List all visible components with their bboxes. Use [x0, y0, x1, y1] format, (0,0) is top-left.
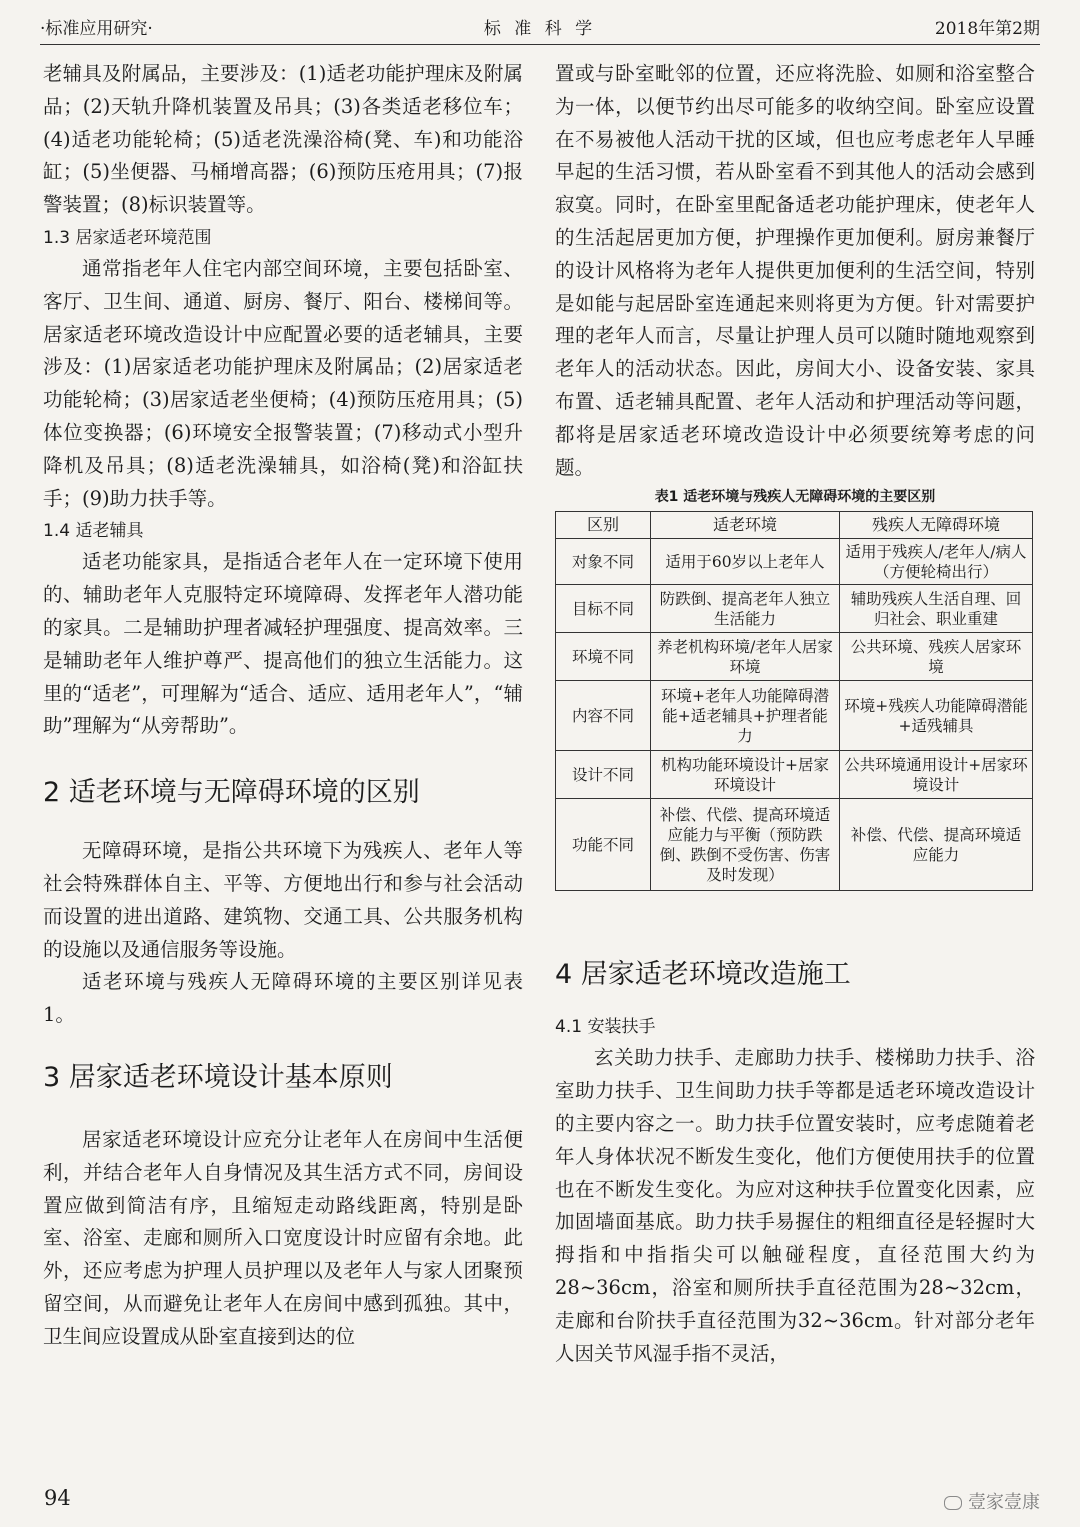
table-caption: 表1 适老环境与残疾人无障碍环境的主要区别 [654, 489, 936, 506]
table-cell: 内容不同 [556, 681, 651, 751]
paragraph: 通常指老年人住宅内部空间环境，主要包括卧室、客厅、卫生间、通道、厨房、餐厅、阳台、楼梯间等。居家适老环境改造设计中应配置必要的适老辅具，主要涉及：(1)居家适老功能护理床及附属品；(2)居家适老功能轮椅；(3)居家适老坐便椅；(4)预防压疮用具；(5)体位变换器；(6)环境安全报警装置；(7)移动式小型升降机及吊具；(8)适老洗澡辅具，如浴椅(凳)和浴缸扶手；(9)助力扶手等。 [43, 256, 523, 510]
table-cell: 环境+老年人功能障碍潜能+适老辅具+护理者能力 [651, 681, 840, 751]
table-row [556, 585, 1033, 633]
column-header: 适老环境 [651, 512, 840, 539]
paragraph: 居家适老环境设计应充分让老年人在房间中生活便利，并结合老年人自身情况及其生活方式不同，房间设置应做到简洁有序，且缩短走动路线距离，特别是卧室、浴室、走廊和厕所入口宽度设计时应留有余地。此外，还应考虑为护理人员护理以及老年人与家人团聚预留空间，从而避免让老年人在房间中感到孤独。其中，卫生间应设置成从卧室直接到达的位 [43, 1127, 523, 1348]
table-cell: 公共环境通用设计+居家环境设计 [840, 751, 1033, 799]
table-row [556, 633, 1033, 681]
right-column [555, 58, 1035, 1370]
table-cell: 设计不同 [556, 751, 651, 799]
heading-section-2: 2 适老环境与无障碍环境的区别 [43, 777, 420, 809]
table-cell: 功能不同 [556, 799, 651, 891]
table-cell: 防跌倒、提高老年人独立生活能力 [651, 585, 840, 633]
table-row [556, 751, 1033, 799]
heading-section-3: 3 居家适老环境设计基本原则 [43, 1061, 393, 1093]
table-cell: 适用于残疾人/老年人/病人（方便轮椅出行） [840, 539, 1033, 585]
heading-1-3: 1.3 居家适老环境范围 [43, 227, 212, 248]
table-cell: 机构功能环境设计+居家环境设计 [651, 751, 840, 799]
table-cell: 公共环境、残疾人居家环境 [840, 633, 1033, 681]
table-cell: 补偿、代偿、提高环境适应能力与平衡（预防跌倒、跌倒不受伤害、伤害及时发现） [651, 799, 840, 891]
header-journal: 标 准 科 学 [483, 19, 597, 39]
table-header-row [556, 512, 1033, 539]
table-row [556, 681, 1033, 751]
table-row [556, 539, 1033, 585]
wechat-icon [944, 1496, 962, 1510]
table-cell: 辅助残疾人生活自理、回归社会、职业重建 [840, 585, 1033, 633]
table-cell: 环境不同 [556, 633, 651, 681]
header-rule [40, 44, 1040, 45]
left-column [43, 58, 523, 1354]
table-cell: 目标不同 [556, 585, 651, 633]
table-row [556, 799, 1033, 891]
paragraph: 无障碍环境，是指公共环境下为残疾人、老年人等社会特殊群体自主、平等、方便地出行和参与社会活动而设置的进出道路、建筑物、交通工具、公共服务机构的设施以及通信服务等设施。 [43, 839, 523, 961]
paragraph: 老辅具及附属品，主要涉及：(1)适老功能护理床及附属品；(2)天轨升降机装置及吊具；(3)各类适老移位车；(4)适老功能轮椅；(5)适老洗澡浴椅(凳、车)和功能浴缸；(5)坐便器、马桶增高器；(6)预防压疮用具；(7)报警装置；(8)标识装置等。 [43, 62, 523, 217]
header-section: ·标准应用研究· [40, 19, 153, 39]
running-header [40, 10, 1040, 42]
table-cell: 对象不同 [556, 539, 651, 585]
watermark [944, 1488, 1040, 1514]
header-issue: 2018年第2期 [934, 19, 1040, 39]
page-number: 94 [44, 1486, 71, 1510]
comparison-table [555, 511, 1033, 891]
table-cell: 养老机构环境/老年人居家环境 [651, 633, 840, 681]
heading-section-4: 4 居家适老环境改造施工 [555, 959, 851, 991]
heading-4-1: 4.1 安装扶手 [555, 1017, 656, 1038]
table-cell: 环境+残疾人功能障碍潜能+适残辅具 [840, 681, 1033, 751]
paragraph: 置或与卧室毗邻的位置，还应将洗脸、如厕和浴室整合为一体，以便节约出尽可能多的收纳空间。卧室应设置在不易被他人活动干扰的区域，但也应考虑老年人早睡早起的生活习惯，若从卧室看不到其他人的活动会感到寂寞。同时，在卧室里配备适老功能护理床，使老年人的生活起居更加方便，护理操作更加便利。厨房兼餐厅的设计风格将为老年人提供更加便利的生活空间，特别是如能与起居卧室连通起来则将更为方便。针对需要护理的老年人而言，尽量让护理人员可以随时随地观察到老年人的活动状态。因此，房间大小、设备安装、家具布置、适老辅具配置、老年人活动和护理活动等问题，都将是居家适老环境改造设计中必须要统筹考虑的问题。 [555, 62, 1035, 479]
watermark-text: 壹家壹康 [968, 1492, 1040, 1513]
column-header: 区别 [556, 512, 651, 539]
column-header: 残疾人无障碍环境 [840, 512, 1033, 539]
table-cell: 补偿、代偿、提高环境适应能力 [840, 799, 1033, 891]
paragraph: 适老功能家具，是指适合老年人在一定环境下使用的、辅助老年人克服特定环境障碍、发挥老年人潜功能的家具。二是辅助护理者减轻护理强度、提高效率。三是辅助老年人维护尊严、提高他们的独立生活能力。这里的“适老”，可理解为“适合、适应、适用老年人”，“辅助”理解为“从旁帮助”。 [43, 550, 523, 738]
paragraph: 玄关助力扶手、走廊助力扶手、楼梯助力扶手、浴室助力扶手、卫生间助力扶手等都是适老环境改造设计的主要内容之一。助力扶手位置安装时，应考虑随着老年人身体状况不断发生变化，他们方便使用扶手的位置也在不断发生变化。为应对这种扶手位置变化因素，应加固墙面基底。助力扶手易握住的粗细直径是轻握时大拇指和中指指尖可以触碰程度，直径范围大约为28~36cm，浴室和厕所扶手直径范围为28~32cm，走廊和台阶扶手直径范围为32~36cm。针对部分老年人因关节风湿手指不灵活， [555, 1046, 1035, 1365]
paragraph: 适老环境与残疾人无障碍环境的主要区别详见表1。 [43, 970, 523, 1027]
heading-1-4: 1.4 适老辅具 [43, 521, 144, 542]
table-cell: 适用于60岁以上老年人 [651, 539, 840, 585]
